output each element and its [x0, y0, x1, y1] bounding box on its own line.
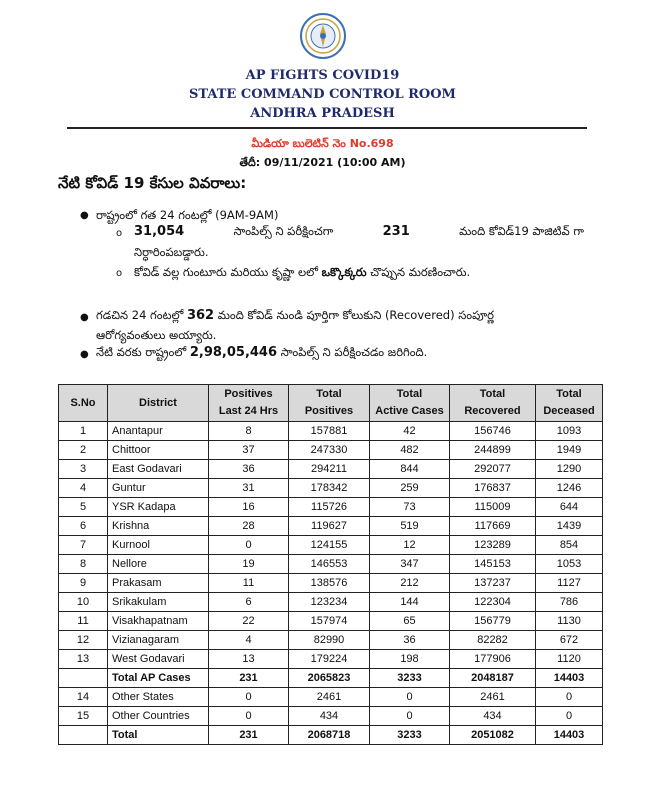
- table-cell: Other States: [108, 688, 209, 707]
- point-1-sub-1-cont: నిర్ధారింపబడ్డారు.: [134, 245, 209, 259]
- col-active-cases: Total Active Cases: [370, 385, 450, 422]
- table-cell: [59, 669, 108, 688]
- table-row: [59, 422, 603, 441]
- table-cell: 22: [209, 612, 289, 631]
- col-sno: S.No: [59, 385, 108, 422]
- table-cell: 259: [370, 479, 450, 498]
- table-cell: 1949: [536, 441, 603, 460]
- table-cell: 37: [209, 441, 289, 460]
- table-cell: 1: [59, 422, 108, 441]
- table-row: [59, 517, 603, 536]
- table-cell: 123289: [450, 536, 536, 555]
- total-samples-tested: 2,98,05,446: [189, 345, 278, 360]
- col-positives-24h: Positives Last 24 Hrs: [209, 385, 289, 422]
- table-cell: 119627: [289, 517, 370, 536]
- table-cell: 212: [370, 574, 450, 593]
- table-cell: 82282: [450, 631, 536, 650]
- andhra-pradesh-emblem: [295, 12, 351, 60]
- point-1-sub-2-pre: కోవిడ్ వల్ల గుంటూరు మరియు కృష్ణా లలో: [134, 265, 318, 279]
- header-subtitle: STATE COMMAND CONTROL ROOM: [189, 87, 456, 102]
- table-cell: 644: [536, 498, 603, 517]
- table-cell: East Godavari: [108, 460, 209, 479]
- table-cell: 1093: [536, 422, 603, 441]
- table-cell: 7: [59, 536, 108, 555]
- bullet-icon: ●: [80, 312, 89, 323]
- table-cell: 146553: [289, 555, 370, 574]
- table-cell: 5: [59, 498, 108, 517]
- point-1-lead: రాష్ట్రంలో గత 24 గంటల్లో (9AM-9AM): [96, 208, 279, 222]
- section-heading: నేటి కోవిడ్ 19 కేసుల వివరాలు:: [58, 174, 247, 192]
- table-row: [59, 574, 603, 593]
- table-cell: 6: [209, 593, 289, 612]
- table-cell: 786: [536, 593, 603, 612]
- table-cell: Srikakulam: [108, 593, 209, 612]
- table-cell: 434: [450, 707, 536, 726]
- table-cell: 231: [209, 669, 289, 688]
- table-cell: 2: [59, 441, 108, 460]
- table-cell: 434: [289, 707, 370, 726]
- table-cell: 10: [59, 593, 108, 612]
- table-cell: 294211: [289, 460, 370, 479]
- table-cell: 3233: [370, 669, 450, 688]
- table-cell: 1053: [536, 555, 603, 574]
- table-row: [59, 555, 603, 574]
- table-cell: 1246: [536, 479, 603, 498]
- sub-bullet-icon: o: [116, 268, 123, 279]
- table-cell: Other Countries: [108, 707, 209, 726]
- table-cell: 519: [370, 517, 450, 536]
- point-1-sub-1-end: మంది కోవిడ్19 పాజిటివ్ గా: [459, 224, 584, 238]
- table-cell: 2048187: [450, 669, 536, 688]
- table-cell: 0: [536, 688, 603, 707]
- table-cell: 8: [59, 555, 108, 574]
- table-row: [59, 726, 603, 745]
- table-row: [59, 631, 603, 650]
- table-cell: 8: [209, 422, 289, 441]
- header-state: ANDHRA PRADESH: [250, 106, 395, 121]
- table-cell: 12: [59, 631, 108, 650]
- table-row: [59, 536, 603, 555]
- table-cell: 16: [209, 498, 289, 517]
- table-row: [59, 441, 603, 460]
- table-cell: Visakhapatnam: [108, 612, 209, 631]
- point-1-sub-2-post: చొప్పున మరణించారు.: [370, 265, 471, 279]
- bulletin-date: తేదీ: 09/11/2021 (10:00 AM): [239, 156, 406, 169]
- point-1-sub-1-mid: సాంపిల్స్ ని పరీక్షించగా: [233, 224, 334, 238]
- table-cell: 247330: [289, 441, 370, 460]
- table-cell: West Godavari: [108, 650, 209, 669]
- table-cell: 14403: [536, 669, 603, 688]
- table-cell: YSR Kadapa: [108, 498, 209, 517]
- table-cell: Kurnool: [108, 536, 209, 555]
- col-deceased: Total Deceased: [536, 385, 603, 422]
- header-title: AP FIGHTS COVID19: [245, 68, 400, 83]
- table-cell: 36: [209, 460, 289, 479]
- col-recovered: Total Recovered: [450, 385, 536, 422]
- table-cell: Anantapur: [108, 422, 209, 441]
- table-cell: 36: [370, 631, 450, 650]
- table-row: [59, 460, 603, 479]
- point-2-post: మంది కోవిడ్ నుండి పూర్తిగా కోలుకుని (Recovered) సంపూర్ణ: [217, 308, 494, 322]
- table-cell: 42: [370, 422, 450, 441]
- table-row: [59, 498, 603, 517]
- table-cell: 0: [209, 688, 289, 707]
- table-cell: 4: [59, 479, 108, 498]
- table-cell: 12: [370, 536, 450, 555]
- table-cell: 73: [370, 498, 450, 517]
- table-row: [59, 650, 603, 669]
- table-cell: 176837: [450, 479, 536, 498]
- table-row: [59, 669, 603, 688]
- point-2-cont: ఆరోగ్యవంతులు అయ్యారు.: [96, 328, 217, 342]
- table-cell: 4: [209, 631, 289, 650]
- table-cell: 157881: [289, 422, 370, 441]
- col-total-positives: Total Positives: [289, 385, 370, 422]
- table-cell: 115009: [450, 498, 536, 517]
- table-cell: 13: [59, 650, 108, 669]
- table-cell: Nellore: [108, 555, 209, 574]
- table-cell: 1120: [536, 650, 603, 669]
- table-cell: Vizianagaram: [108, 631, 209, 650]
- point-1-sub-2: [134, 265, 470, 282]
- table-cell: 156746: [450, 422, 536, 441]
- table-cell: Total: [108, 726, 209, 745]
- point-2-pre: గడచిన 24 గంటల్లో: [96, 308, 184, 322]
- table-cell: 31: [209, 479, 289, 498]
- table-cell: 0: [370, 688, 450, 707]
- table-cell: 156779: [450, 612, 536, 631]
- table-cell: 157974: [289, 612, 370, 631]
- bullet-icon: ●: [80, 349, 89, 360]
- table-cell: 28: [209, 517, 289, 536]
- table-cell: 122304: [450, 593, 536, 612]
- table-cell: Total AP Cases: [108, 669, 209, 688]
- table-cell: 672: [536, 631, 603, 650]
- table-cell: 14: [59, 688, 108, 707]
- table-cell: 1127: [536, 574, 603, 593]
- table-cell: 6: [59, 517, 108, 536]
- table-cell: 2068718: [289, 726, 370, 745]
- table-cell: 854: [536, 536, 603, 555]
- table-cell: 138576: [289, 574, 370, 593]
- bullet-icon: ●: [80, 210, 89, 221]
- table-cell: 82990: [289, 631, 370, 650]
- table-cell: 177906: [450, 650, 536, 669]
- table-cell: Chittoor: [108, 441, 209, 460]
- table-cell: 198: [370, 650, 450, 669]
- table-cell: Prakasam: [108, 574, 209, 593]
- table-cell: 65: [370, 612, 450, 631]
- table-cell: 244899: [450, 441, 536, 460]
- recovered-24h: 362: [186, 308, 215, 323]
- table-cell: 231: [209, 726, 289, 745]
- table-cell: [59, 726, 108, 745]
- table-cell: 2051082: [450, 726, 536, 745]
- header-divider: [67, 127, 587, 129]
- table-cell: 13: [209, 650, 289, 669]
- table-cell: 3233: [370, 726, 450, 745]
- table-cell: 292077: [450, 460, 536, 479]
- district-covid-table: [58, 384, 603, 745]
- table-cell: 0: [209, 536, 289, 555]
- table-cell: 15: [59, 707, 108, 726]
- table-cell: 137237: [450, 574, 536, 593]
- table-cell: 3: [59, 460, 108, 479]
- table-cell: 2461: [289, 688, 370, 707]
- table-cell: 2461: [450, 688, 536, 707]
- col-district: District: [108, 385, 209, 422]
- table-cell: 0: [370, 707, 450, 726]
- table-cell: 482: [370, 441, 450, 460]
- point-3: [96, 345, 427, 362]
- table-cell: 2065823: [289, 669, 370, 688]
- positives-24h: 231: [382, 224, 410, 239]
- table-cell: 144: [370, 593, 450, 612]
- table-cell: 117669: [450, 517, 536, 536]
- table-cell: 0: [209, 707, 289, 726]
- table-cell: 123234: [289, 593, 370, 612]
- table-header-row: [59, 385, 603, 422]
- table-row: [59, 479, 603, 498]
- table-cell: 1290: [536, 460, 603, 479]
- point-2: [96, 308, 494, 325]
- table-cell: Guntur: [108, 479, 209, 498]
- bulletin-number: మీడియా బులెటిన్ నెం No.698: [251, 137, 394, 150]
- table-cell: 14403: [536, 726, 603, 745]
- table-cell: 844: [370, 460, 450, 479]
- table-row: [59, 707, 603, 726]
- point-3-pre: నేటి వరకు రాష్ట్రంలో: [96, 345, 187, 359]
- table-cell: 9: [59, 574, 108, 593]
- table-cell: Krishna: [108, 517, 209, 536]
- table-cell: 11: [209, 574, 289, 593]
- point-1-sub-1: [134, 224, 584, 241]
- samples-tested-24h: 31,054: [134, 224, 185, 239]
- table-row: [59, 612, 603, 631]
- table-row: [59, 688, 603, 707]
- table-cell: 0: [536, 707, 603, 726]
- table-cell: 115726: [289, 498, 370, 517]
- table-row: [59, 593, 603, 612]
- table-cell: 124155: [289, 536, 370, 555]
- table-cell: 11: [59, 612, 108, 631]
- table-cell: 179224: [289, 650, 370, 669]
- point-1-sub-2-bold: ఒక్కొక్కరు: [321, 265, 367, 279]
- table-cell: 347: [370, 555, 450, 574]
- table-cell: 19: [209, 555, 289, 574]
- sub-bullet-icon: o: [116, 228, 123, 239]
- table-cell: 1439: [536, 517, 603, 536]
- table-cell: 1130: [536, 612, 603, 631]
- point-3-post: సాంపిల్స్ ని పరీక్షించడం జరిగింది.: [280, 345, 428, 359]
- table-cell: 145153: [450, 555, 536, 574]
- table-cell: 178342: [289, 479, 370, 498]
